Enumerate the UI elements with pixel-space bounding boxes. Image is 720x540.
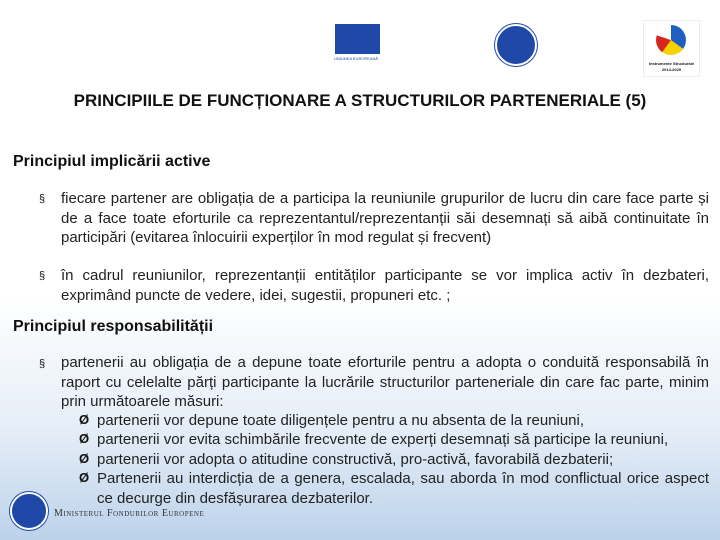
bullet-text: în cadrul reuniunilor, reprezentanții entităților participante se vor implica activ în dezbateri, exprimând puncte de vedere, idei, sugestii, propuneri etc. ; [61,267,709,304]
bullet-marker: § [39,270,46,282]
section-heading: Principiul responsabilității [13,318,214,335]
arrow-marker: Ø [79,431,90,446]
eu-logo-label: UNIUNEA EUROPEANĂ [334,56,379,61]
bullet-marker: § [39,358,46,370]
arrow-marker: Ø [79,412,90,427]
section-heading: Principiul implicării active [13,153,211,170]
bullet-text: fiecare partener are obligația de a participa la reuniunile grupurilor de lucru din care face parte și de a face toate eforturile ca reprezentantul/reprezentanții săi desemnați să aibă continuitate în participări (evitarea înlocuirii experților în mod regulat și frecvent) [61,190,709,246]
structural-instruments-logo [643,20,700,77]
sub-bullet-text: Partenerii au interdicția de a genera, escalada, sau aborda în mod conflictual orice aspect ce decurge din desfășurarea dezbaterilor. [97,470,709,507]
ministry-crest-logo [10,492,48,530]
sub-bullet-text: partenerii vor evita schimbările frecvente de experți desemnați să participe la reuniuni, [97,431,669,448]
page-title: PRINCIPIILE DE FUNCȚIONARE A STRUCTURILOR PARTENERIALE (5) [73,91,647,110]
arrow-marker: Ø [79,451,90,466]
arrow-marker: Ø [79,470,90,485]
is-years: 2014-2020 [661,67,682,72]
sub-bullet-text: partenerii vor adopta o atitudine constructivă, pro-activă, favorabilă dezbaterii; [97,451,614,468]
is-label: Instrumente Structurale [648,61,695,66]
ministry-name: Ministerul Fondurilor Europene [54,508,205,519]
bullet-marker: § [39,193,46,205]
eu-flag-logo [335,24,380,54]
romanian-government-logo [495,24,537,66]
bullet-text: partenerii au obligația de a depune toate eforturile pentru a adopta o conduită responsabilă în raport cu celelalte părți participante la lucrările structurilor parteneriale din care fac parte, minim prin următoarele măsuri: [61,354,709,410]
sub-bullet-text: partenerii vor depune toate diligențele pentru a nu absenta de la reuniuni, [97,412,585,429]
